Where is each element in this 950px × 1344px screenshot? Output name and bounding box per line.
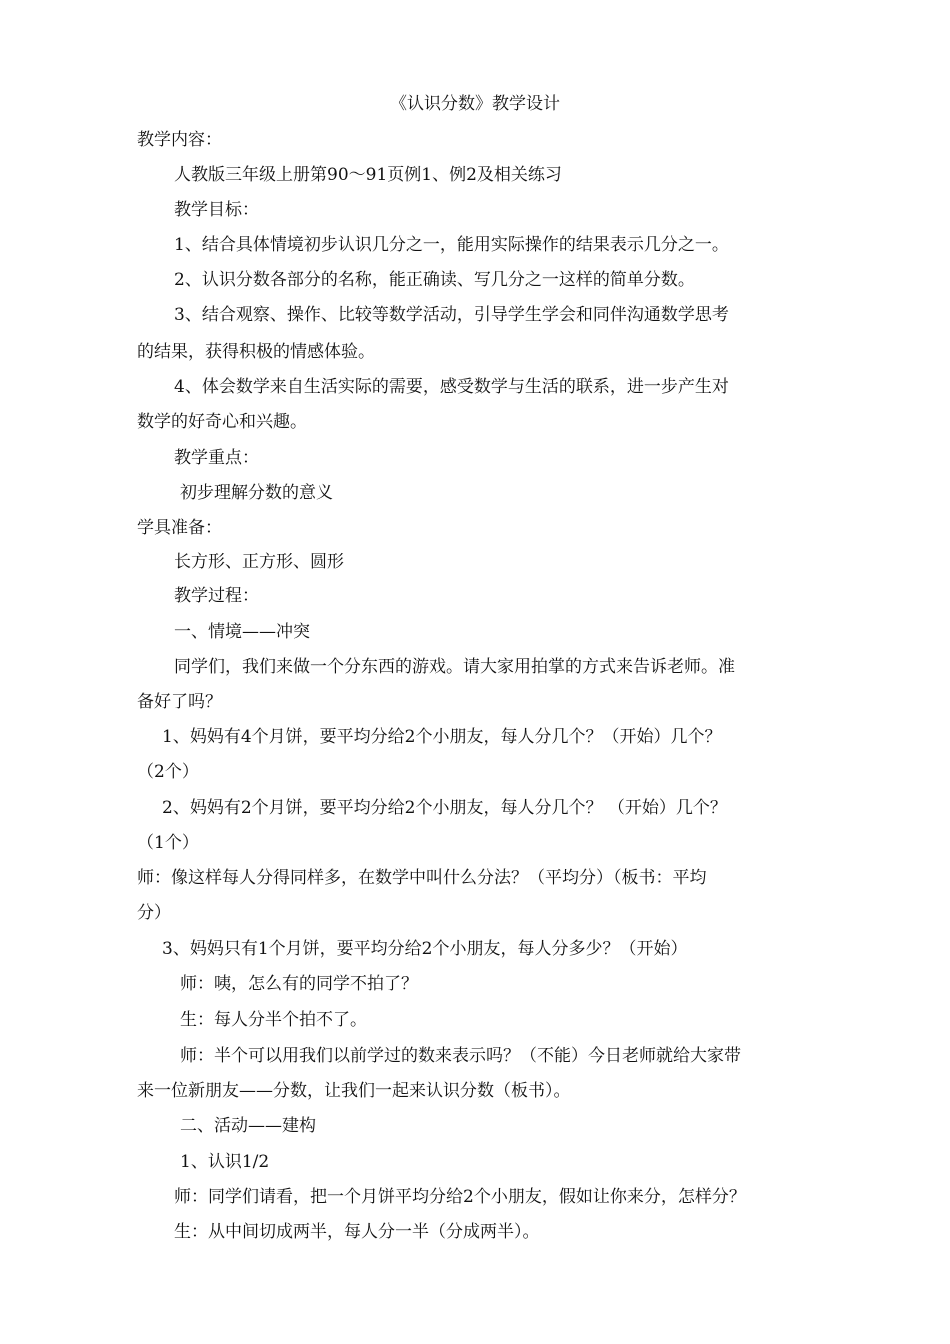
student-line-2: 生：从中间切成两半，每人分一半（分成两半）。 [174, 1222, 540, 1242]
tools-text: 长方形、正方形、圆形 [174, 552, 344, 572]
document-title: 《认识分数》教学设计 [390, 94, 560, 114]
goal-2: 2、认识分数各部分的名称，能正确读、写几分之一这样的简单分数。 [174, 270, 695, 290]
goals-heading: 教学目标： [174, 200, 259, 220]
teacher-line-1: 师：像这样每人分得同样多，在数学中叫什么分法？（平均分）（板书：平均 [137, 868, 707, 888]
teacher-line-2: 师：咦，怎么有的同学不拍了？ [180, 974, 418, 994]
student-line-1: 生：每人分半个拍不了。 [180, 1010, 367, 1030]
content-text: 人教版三年级上册第90～91页例1、例2及相关练习 [174, 165, 562, 185]
focus-text: 初步理解分数的意义 [180, 483, 333, 503]
goal-4-line-1: 4、体会数学来自生活实际的需要，感受数学与生活的联系，进一步产生对 [174, 377, 729, 397]
goal-3-line-1: 3、结合观察、操作、比较等数学活动，引导学生学会和同伴沟通数学思考 [174, 305, 729, 325]
question-1-line-2: （2个） [137, 762, 199, 782]
question-2-line-1: 2、妈妈有2个月饼，要平均分给2个小朋友，每人分几个？ （开始）几个？ [162, 798, 727, 818]
content-heading: 教学内容： [137, 130, 222, 150]
subsection-1: 1、认识1/2 [180, 1152, 270, 1172]
teacher-line-4: 师：同学们请看，把一个月饼平均分给2个小朋友，假如让你来分，怎样分？ [174, 1187, 746, 1207]
goal-3-line-2: 的结果，获得积极的情感体验。 [137, 342, 375, 362]
goal-4-line-2: 数学的好奇心和兴趣。 [137, 412, 307, 432]
tools-heading: 学具准备： [137, 518, 222, 538]
goal-1: 1、结合具体情境初步认识几分之一，能用实际操作的结果表示几分之一。 [174, 235, 729, 255]
focus-heading: 教学重点： [174, 448, 259, 468]
intro-line-1: 同学们，我们来做一个分东西的游戏。请大家用拍掌的方式来告诉老师。准 [174, 657, 735, 677]
teacher-line-3: 师：半个可以用我们以前学过的数来表示吗？（不能）今日老师就给大家带 [180, 1046, 741, 1066]
intro-line-2: 备好了吗？ [137, 692, 222, 712]
question-3: 3、妈妈只有1个月饼，要平均分给2个小朋友，每人分多少？（开始） [162, 939, 688, 959]
question-2-line-2: （1个） [137, 833, 199, 853]
process-heading: 教学过程： [174, 586, 259, 606]
section-2-heading: 二、活动——建构 [180, 1116, 316, 1136]
teacher-line-3-cont: 来一位新朋友——分数，让我们一起来认识分数（板书）。 [137, 1081, 571, 1101]
question-1-line-1: 1、妈妈有4个月饼，要平均分给2个小朋友，每人分几个？（开始）几个？ [162, 727, 722, 747]
teacher-line-1-cont: 分） [137, 903, 171, 923]
section-1-heading: 一、情境——冲突 [174, 622, 310, 642]
